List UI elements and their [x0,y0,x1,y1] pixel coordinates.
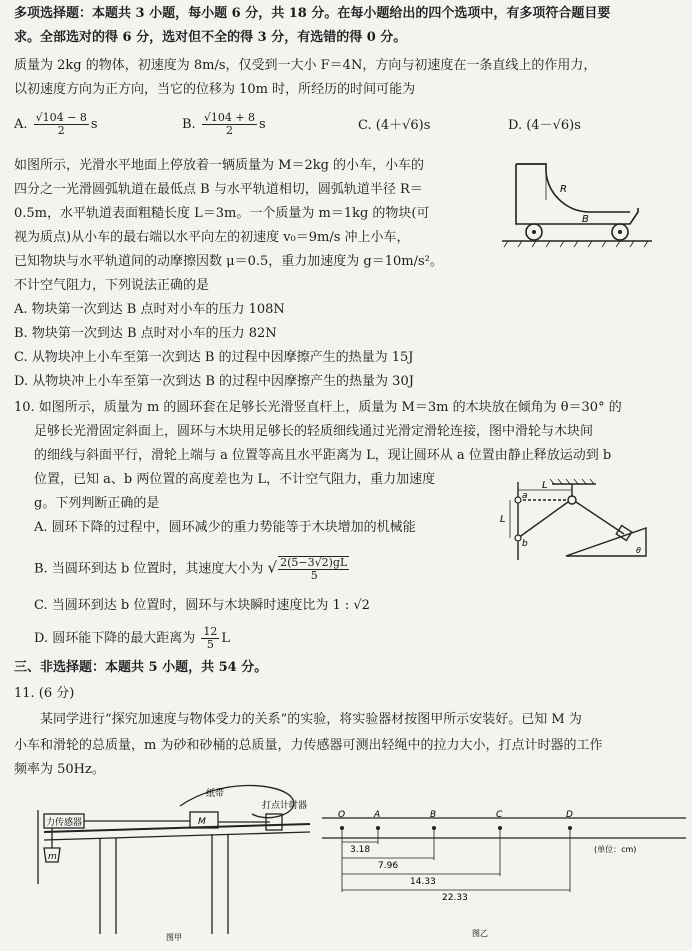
q8-stem-2: 以初速度方向为正方向，当它的位移为 10m 时，所经历的时间可能为 [14,82,416,97]
q8-option-c[interactable]: C. (4＋√6)s [358,118,431,133]
q11-stem-1: 某同学进行“探究加速度与物体受力的关系”的实验，将实验器材按图甲所示安装好。已知 M 为 [40,712,582,727]
q10-stem-5: g。下列判断正确的是 [34,496,160,511]
label-paper-tape: 纸带 [206,789,225,799]
q10-option-c[interactable]: C. 当圆环到达 b 位置时，圆环与木块瞬时速度比为 1 : √2 [34,598,370,613]
string-to-block [576,502,624,534]
q9-stem-1: 如图所示，光滑水平地面上停放着一辆质量为 M＝2kg 的小车，小车的 [14,158,425,173]
label-R: R [560,184,567,195]
q10-stem-4: 位置，已知 a、b 两位置的高度差也为 L，不计空气阻力，重力加速度 [34,472,436,487]
label-force-sensor: 力传感器 [46,818,83,828]
q9-cart-figure [502,160,652,252]
caption-figure-1: 图甲 [166,933,182,942]
tape-point-B [432,826,436,830]
track-board-bottom [44,832,310,840]
label-theta: θ [636,546,641,555]
ring-position-b [515,535,521,541]
q10-stem-1: 10. 如图所示，质量为 m 的圆环套在足够长光滑竖直杆上，质量为 M＝3m 的木块放在倾角为 θ＝30° 的 [14,400,622,415]
dist-OD: 22.33 [442,893,468,903]
section-heading-multi-choice-2: 求。全部选对的得 6 分，选对但不全的得 3 分，有选错的得 0 分。 [14,30,407,45]
q9-option-c[interactable]: C. 从物块冲上小车至第一次到达 B 的过程中因摩擦产生的热量为 15J [14,350,414,365]
q9-option-b[interactable]: B. 物块第一次到达 B 点时对小车的压力 82N [14,326,277,341]
q10-option-b-fraction: $\frac{2(5-3√2)gL}{5}$ [280,556,348,582]
label-L-side: L [500,514,506,525]
q10-option-b[interactable]: B. 当圆环到达 b 位置时，其速度大小为 √ $\frac{2(5-3√2)gL}{5}$ [34,556,348,582]
q9-stem-2: 四分之一光滑圆弧轨道在最低点 B 与水平轨道相切，圆弧轨道半径 R＝ [14,182,423,197]
q10-stem-2: 足够长光滑固定斜面上，圆环与木块用足够长的轻质细线通过光滑定滑轮连接，图中滑轮与木块间 [34,424,594,439]
label-O: O [338,810,346,820]
q8-option-a-fraction: $\frac{√104 - 8}{2}$ [35,111,87,137]
q8-stem-1: 质量为 2kg 的物体，初速度为 8m/s，仅受到一大小 F＝4N，方向与初速度在一条直线上的作用力， [14,58,597,73]
incline [566,528,646,556]
label-timer: 打点计时器 [262,801,308,811]
dist-OA: 3.18 [350,845,371,855]
label-C: C [496,810,503,820]
cart-track [516,164,630,212]
tape-point-O [340,826,344,830]
dist-OC: 14.33 [410,877,436,887]
q8-option-b-fraction: $\frac{√104 + 8}{2}$ [203,111,256,137]
q11-figure-apparatus [30,784,320,944]
q9-stem-6: 不计空气阻力，下列说法正确的是 [14,278,210,293]
q8-option-a[interactable]: A. $\frac{√104 - 8}{2}$ s [14,111,98,137]
q11-figure-tape [322,810,686,944]
q9-option-a[interactable]: A. 物块第一次到达 B 点时对小车的压力 108N [14,302,285,317]
label-m: m [48,852,57,862]
string-to-ring [518,502,568,538]
label-A: A [374,810,381,820]
q9-stem-3: 0.5m，水平轨道表面粗糙长度 L＝3m。一个质量为 m＝1kg 的物块(可 [14,206,430,221]
tape-point-A [376,826,380,830]
section-heading-multi-choice: 多项选择题：本题共 3 小题，每小题 6 分，共 18 分。在每小题给出的四个选项中，有多项符合题目要 [14,6,611,21]
q10-pulley-figure [496,476,656,564]
label-B: B [430,810,437,820]
q9-stem-4: 视为质点)从小车的最右端以水平向左的初速度 v₀＝9m/s 冲上小车， [14,230,410,245]
q11-number: 11. (6 分) [14,686,75,701]
tape-point-C [498,826,502,830]
q10-stem-3: 的细线与斜面平行，滑轮上端与 a 位置等高且水平距离为 L，现让圆环从 a 位置由静止释放运动到 b [34,448,612,463]
q8-option-d[interactable]: D. (4－√6)s [508,118,581,133]
q10-option-d-fraction: $\frac{12}{5}$ [203,625,218,651]
tape-point-D [568,826,572,830]
cart-body-outline [516,164,638,224]
q8-option-b[interactable]: B. $\frac{√104 + 8}{2}$ s [182,111,266,137]
ring-position-a [515,497,521,503]
section-heading-non-choice: 三、非选择题：本题共 5 小题，共 54 分。 [14,660,268,675]
label-M: M [198,817,206,827]
q9-stem-5: 已知物块与水平轨道间的动摩擦因数 μ＝0.5，重力加速度为 g＝10m/s²。 [14,254,443,269]
q11-stem-3: 频率为 50Hz。 [14,762,105,777]
label-B: B [582,214,589,225]
caption-figure-2: 图乙 [472,929,488,938]
label-L-top: L [542,480,548,491]
label-D: D [566,810,573,820]
q9-option-d[interactable]: D. 从物块冲上小车至第一次到达 B 的过程中因摩擦产生的热量为 30J [14,374,414,389]
dist-OB: 7.96 [378,861,399,871]
unit-label: (单位：cm) [594,845,637,854]
label-b: b [522,539,528,549]
q10-option-a[interactable]: A. 圆环下降的过程中，圆环减少的重力势能等于木块增加的机械能 [34,520,416,535]
label-a: a [522,491,528,501]
q10-option-d[interactable]: D. 圆环能下降的最大距离为 $\frac{12}{5}$ L [34,625,231,651]
pulley [568,496,576,504]
q11-stem-2: 小车和滑轮的总质量，m 为砂和砂桶的总质量，力传感器可测出轻绳中的拉力大小，打点计时器的工作 [14,738,603,753]
